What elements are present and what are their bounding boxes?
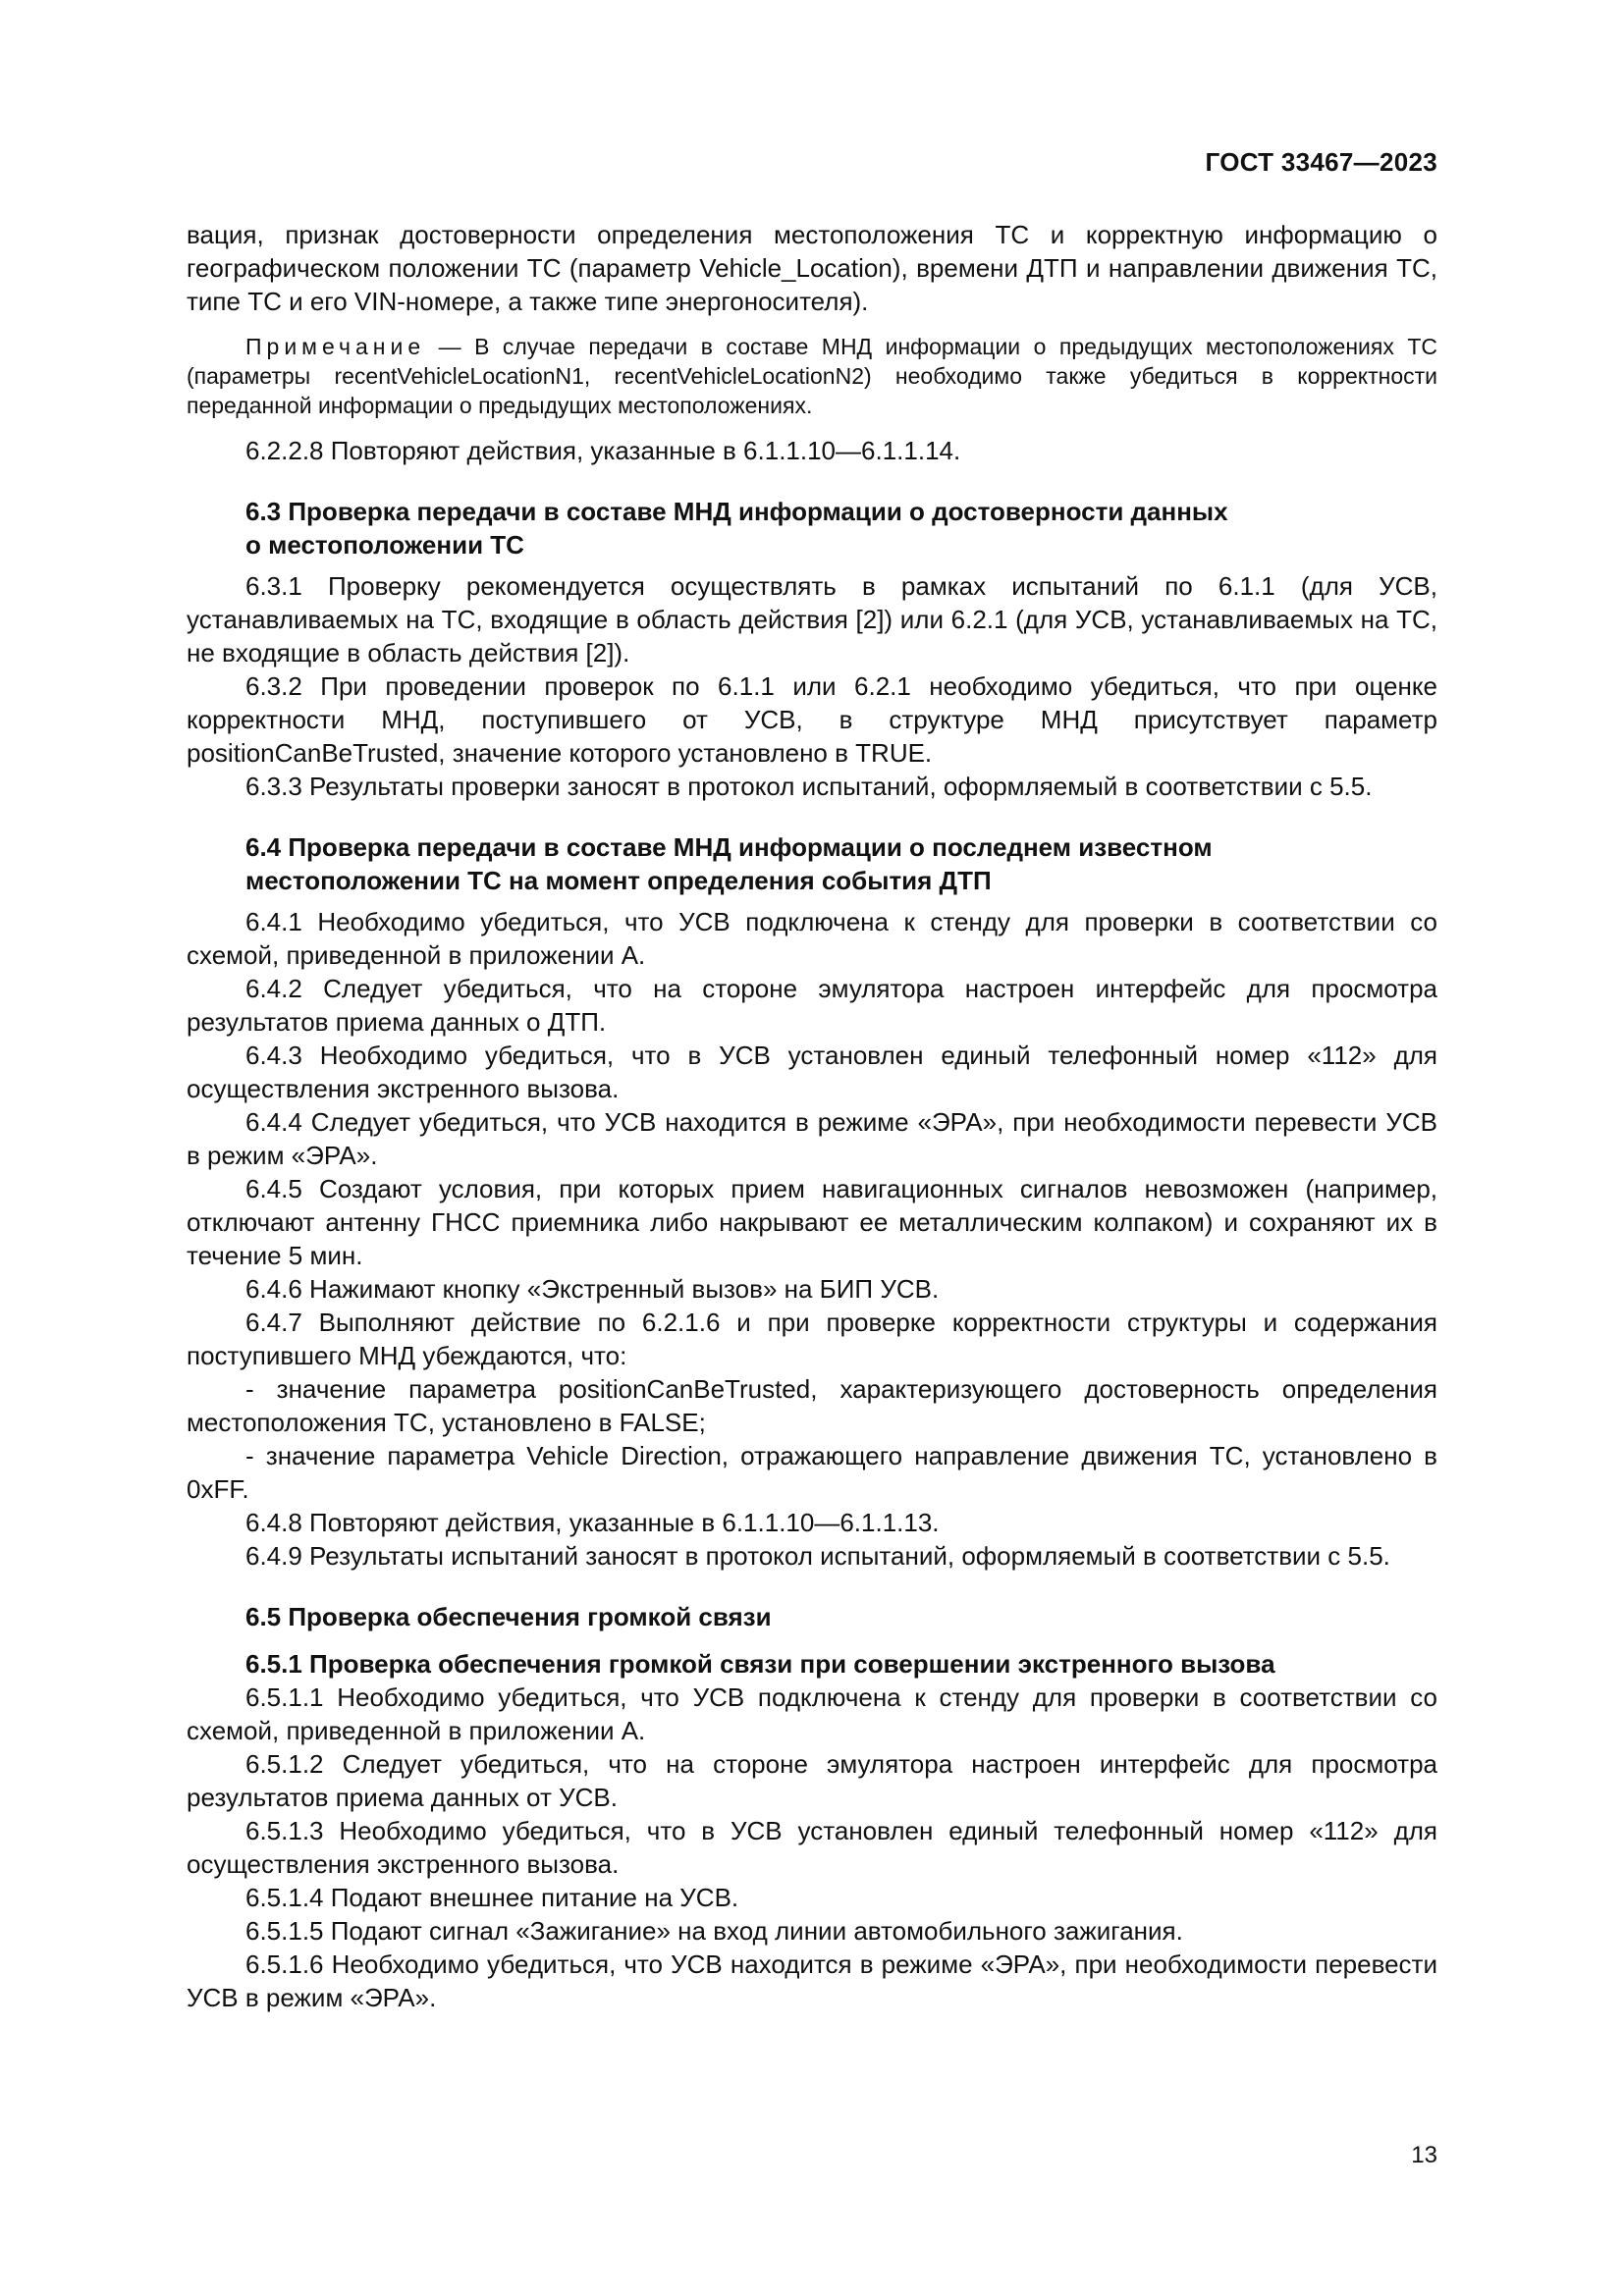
paragraph-6-4-1: 6.4.1 Необходимо убедиться, что УСВ подключена к стенду для проверки в соответствии со схемой, приведенной в приложении А.	[187, 907, 1437, 970]
page-number: 13	[1411, 2142, 1437, 2168]
paragraph-6-5-1-6: 6.5.1.6 Необходимо убедиться, что УСВ находится в режиме «ЭРА», при необходимости перевести УСВ в режим «ЭРА».	[187, 1949, 1437, 2012]
section-heading-6-4-line2: местоположении ТС на момент определения события ДТП	[245, 866, 992, 895]
document-header: ГОСТ 33467—2023	[1205, 147, 1437, 177]
section-heading-6-5: 6.5 Проверка обеспечения громкой связи	[245, 1602, 772, 1631]
subsection-heading-6-5-1: 6.5.1 Проверка обеспечения громкой связи при совершении экстренного вызова	[245, 1649, 1275, 1679]
paragraph-6-4-5: 6.4.5 Создают условия, при которых прием навигационных сигналов невозможен (например, отключают антенну ГНСС приемника либо накрывают ее металлическим колпаком) и сохраняют их в течение 5 мин.	[187, 1174, 1437, 1270]
paragraph-6-4-8: 6.4.8 Повторяют действия, указанные в 6.1.1.10—6.1.1.13.	[245, 1508, 940, 1537]
paragraph-6-5-1-3: 6.5.1.3 Необходимо убедиться, что в УСВ установлен единый телефонный номер «112» для осуществления экстренного вызова.	[187, 1816, 1437, 1879]
paragraph-6-5-1-1: 6.5.1.1 Необходимо убедиться, что УСВ подключена к стенду для проверки в соответствии со схемой, приведенной в приложении А.	[187, 1682, 1437, 1745]
paragraph-6-3-2: 6.3.2 При проведении проверок по 6.1.1 или 6.2.1 необходимо убедиться, что при оценке корректности МНД, поступившего от УСВ, в структуре МНД присутствует параметр positionCanBeTrusted, значение которого установлено в TRUE.	[187, 671, 1437, 768]
paragraph-6-2-2-8: 6.2.2.8 Повторяют действия, указанные в 6.1.1.10—6.1.1.14.	[245, 436, 961, 465]
section-heading-6-3-line1: 6.3 Проверка передачи в составе МНД информации о достоверности данных	[245, 497, 1228, 526]
section-heading-6-4	[187, 830, 1437, 897]
paragraph-6-4-7: 6.4.7 Выполняют действие по 6.2.1.6 и при проверке корректности структуры и содержания поступившего МНД убеждаются, что:	[187, 1308, 1437, 1370]
paragraph-6-5-1-5: 6.5.1.5 Подают сигнал «Зажигание» на вход линии автомобильного зажигания.	[245, 1916, 1183, 1946]
paragraph-6-3-3: 6.3.3 Результаты проверки заносят в протокол испытаний, оформляемый в соответствии с 5.5.	[245, 772, 1373, 801]
note-text: — В случае передачи в составе МНД информации о предыдущих местоположениях ТС (параметры recentVehicleLocationN1, recentVehicleLocationN2) необходимо также убедиться в корректности переданной информации о предыдущих местоположениях.	[187, 334, 1437, 418]
list-item-position-trusted: - значение параметра positionCanBeTrusted, характеризующего достоверность определения местоположения ТС, установлено в FALSE;	[187, 1374, 1437, 1437]
note-paragraph	[187, 332, 1437, 420]
document-body	[187, 218, 1437, 2014]
paragraph-6-3-1: 6.3.1 Проверку рекомендуется осуществлять в рамках испытаний по 6.1.1 (для УСВ, устанавливаемых на ТС, входящие в область действия [2]) или 6.2.1 (для УСВ, устанавливаемых на ТС, не входящие в область действия [2]).	[187, 571, 1437, 667]
paragraph-6-4-9: 6.4.9 Результаты испытаний заносят в протокол испытаний, оформляемый в соответствии с 5.5.	[245, 1541, 1390, 1571]
section-heading-6-3-line2: о местоположении ТС	[245, 530, 524, 560]
paragraph-6-5-1-4: 6.5.1.4 Подают внешнее питание на УСВ.	[245, 1883, 739, 1912]
paragraph-6-5-1-2: 6.5.1.2 Следует убедиться, что на стороне эмулятора настроен интерфейс для просмотра результатов приема данных от УСВ.	[187, 1749, 1437, 1812]
paragraph-6-4-6: 6.4.6 Нажимают кнопку «Экстренный вызов» на БИП УСВ.	[245, 1274, 940, 1304]
paragraph-6-4-4: 6.4.4 Следует убедиться, что УСВ находится в режиме «ЭРА», при необходимости перевести УСВ в режим «ЭРА».	[187, 1107, 1437, 1170]
paragraph-6-4-3: 6.4.3 Необходимо убедиться, что в УСВ установлен единый телефонный номер «112» для осуществления экстренного вызова.	[187, 1041, 1437, 1103]
section-heading-6-3	[187, 495, 1437, 561]
paragraph-continuation: вация, признак достоверности определения местоположения ТС и корректную информацию о географическом положении ТС (параметр Vehicle_Location), времени ДТП и направлении движения ТС, типе ТС и его VIN-номере, а также типе энергоносителя).	[187, 220, 1437, 316]
note-label: Примечание	[245, 334, 426, 359]
list-item-vehicle-direction: - значение параметра Vehicle Direction, отражающего направление движения ТС, установлено в 0xFF.	[187, 1441, 1437, 1504]
section-heading-6-4-line1: 6.4 Проверка передачи в составе МНД информации о последнем известном	[245, 832, 1213, 862]
paragraph-6-4-2: 6.4.2 Следует убедиться, что на стороне эмулятора настроен интерфейс для просмотра результатов приема данных о ДТП.	[187, 974, 1437, 1037]
